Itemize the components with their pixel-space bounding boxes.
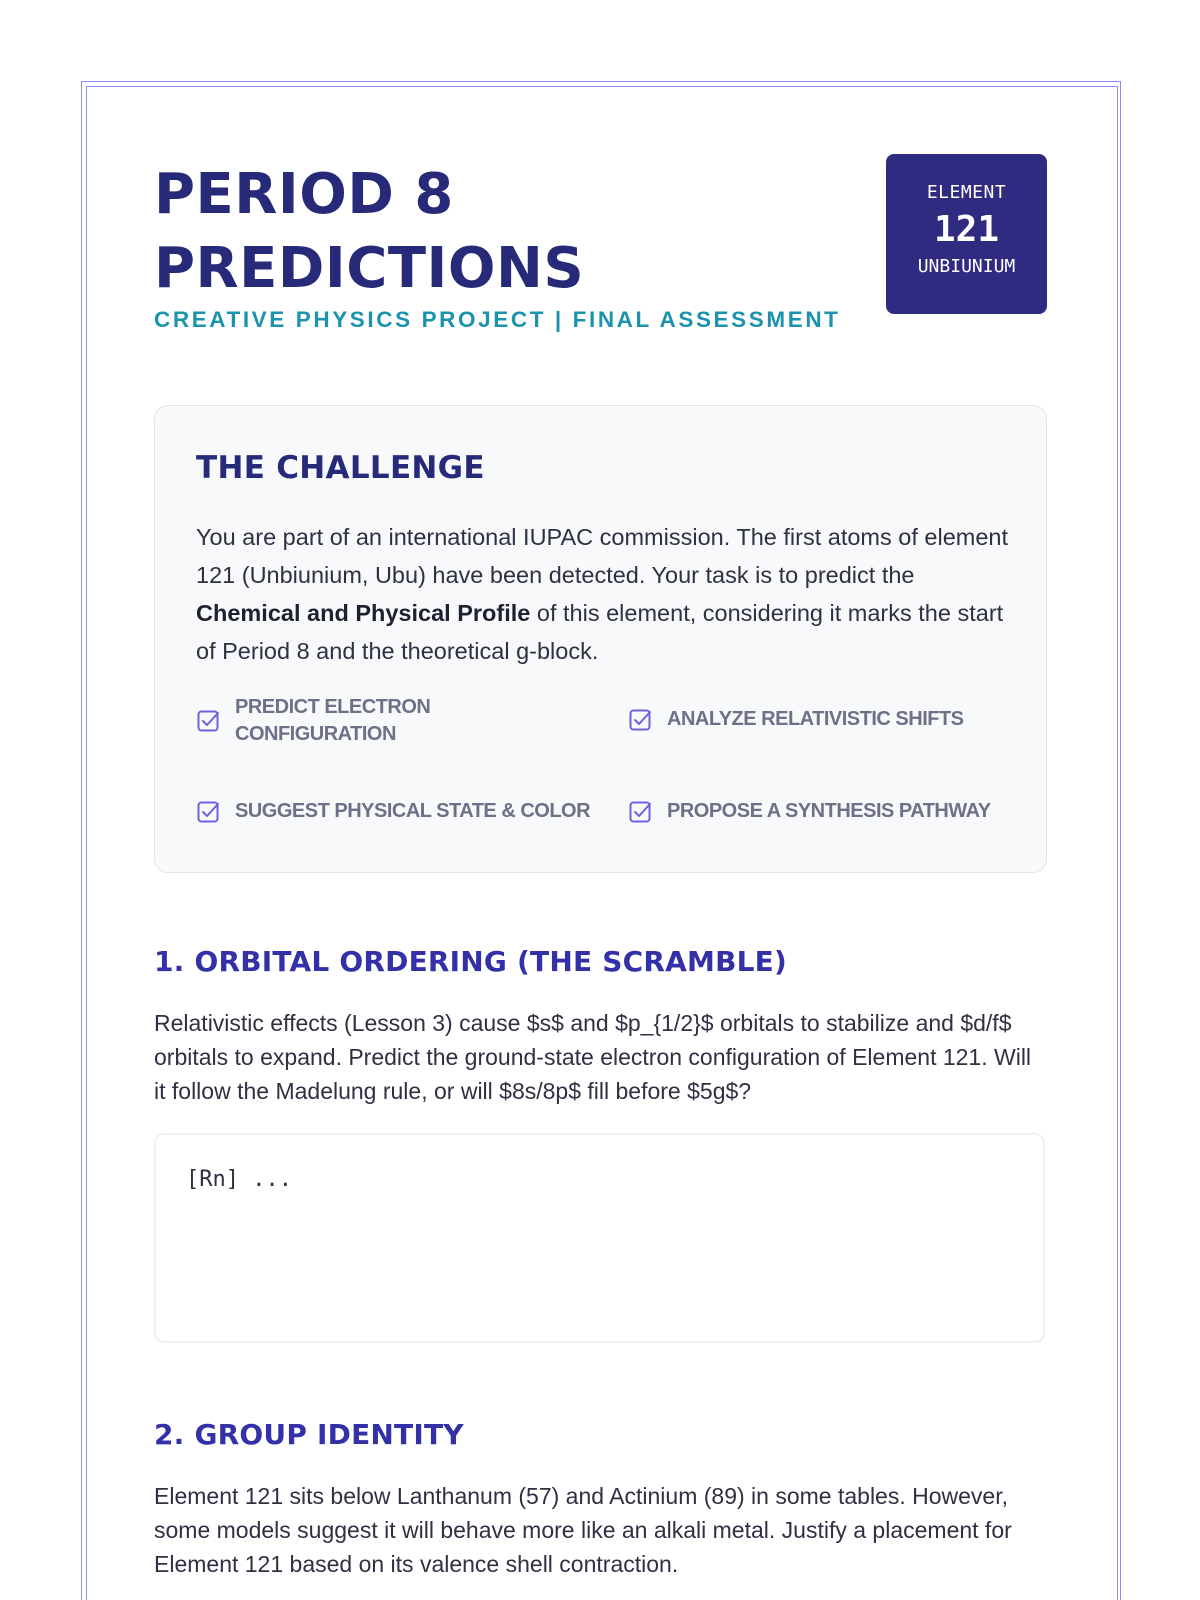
task-label: ANALYZE RELATIVISTIC SHIFTS xyxy=(667,708,964,730)
challenge-text-after: of this element, considering it marks the start of Period 8 and the theoretical g-block. xyxy=(196,600,1004,664)
worksheet-header xyxy=(154,150,1047,340)
badge-label-top: ELEMENT xyxy=(926,182,1007,203)
page-subtitle: CREATIVE PHYSICS PROJECT | FINAL ASSESSMENT xyxy=(154,307,841,332)
answer-input-orbital-ordering[interactable] xyxy=(154,1133,1045,1343)
task-item-synthesis-pathway xyxy=(628,798,991,825)
section-text-group-identity: Element 121 sits below Lanthanum (57) and Actinium (89) in some tables. However, some models suggest it will behave more like an alkali metal. Justify a placement for Element 121 based on its valence shell contraction. xyxy=(154,1483,1012,1577)
challenge-text-before: You are part of an international IUPAC commission. The first atoms of element 121 (Unbiunium, Ubu) have been detected. Your task is to predict the xyxy=(196,524,1009,588)
checkbox-check-icon xyxy=(196,800,220,824)
task-label: SUGGEST PHYSICAL STATE & COLOR xyxy=(235,800,591,822)
task-item-electron-configuration xyxy=(196,694,456,748)
badge-atomic-number: 121 xyxy=(933,209,1000,250)
worksheet-page xyxy=(154,150,1047,1577)
section-title-orbital-ordering: 1. ORBITAL ORDERING (THE SCRAMBLE) xyxy=(154,945,787,978)
title-line-1: PERIOD 8 xyxy=(154,162,454,227)
checkbox-check-icon xyxy=(628,800,652,824)
task-item-relativistic-shifts xyxy=(628,706,964,733)
page-title xyxy=(154,158,854,306)
answer-placeholder: [Rn] ... xyxy=(186,1167,292,1192)
challenge-description xyxy=(196,518,1016,670)
section-title-group-identity: 2. GROUP IDENTITY xyxy=(154,1418,464,1451)
challenge-box xyxy=(154,405,1047,873)
section-text-orbital-ordering: Relativistic effects (Lesson 3) cause $s$ and $p_{1/2}$ orbitals to stabilize and $d/f$ orbitals to expand. Predict the ground-state electron configuration of Element 121. Will it follow the Madelung rule, or will $8s/8p$ fill before $5g$? xyxy=(154,1010,1032,1104)
checkbox-check-icon xyxy=(196,709,220,733)
task-label: PROPOSE A SYNTHESIS PATHWAY xyxy=(667,800,991,822)
checkbox-check-icon xyxy=(628,708,652,732)
task-label: PREDICT ELECTRON CONFIGURATION xyxy=(235,696,431,745)
badge-label-bottom: UNBIUNIUM xyxy=(917,256,1016,277)
element-badge xyxy=(886,154,1047,314)
task-item-physical-state xyxy=(196,798,590,825)
challenge-text-bold: Chemical and Physical Profile xyxy=(196,600,531,626)
challenge-heading: THE CHALLENGE xyxy=(196,450,485,486)
title-line-2: PREDICTIONS xyxy=(154,236,585,301)
